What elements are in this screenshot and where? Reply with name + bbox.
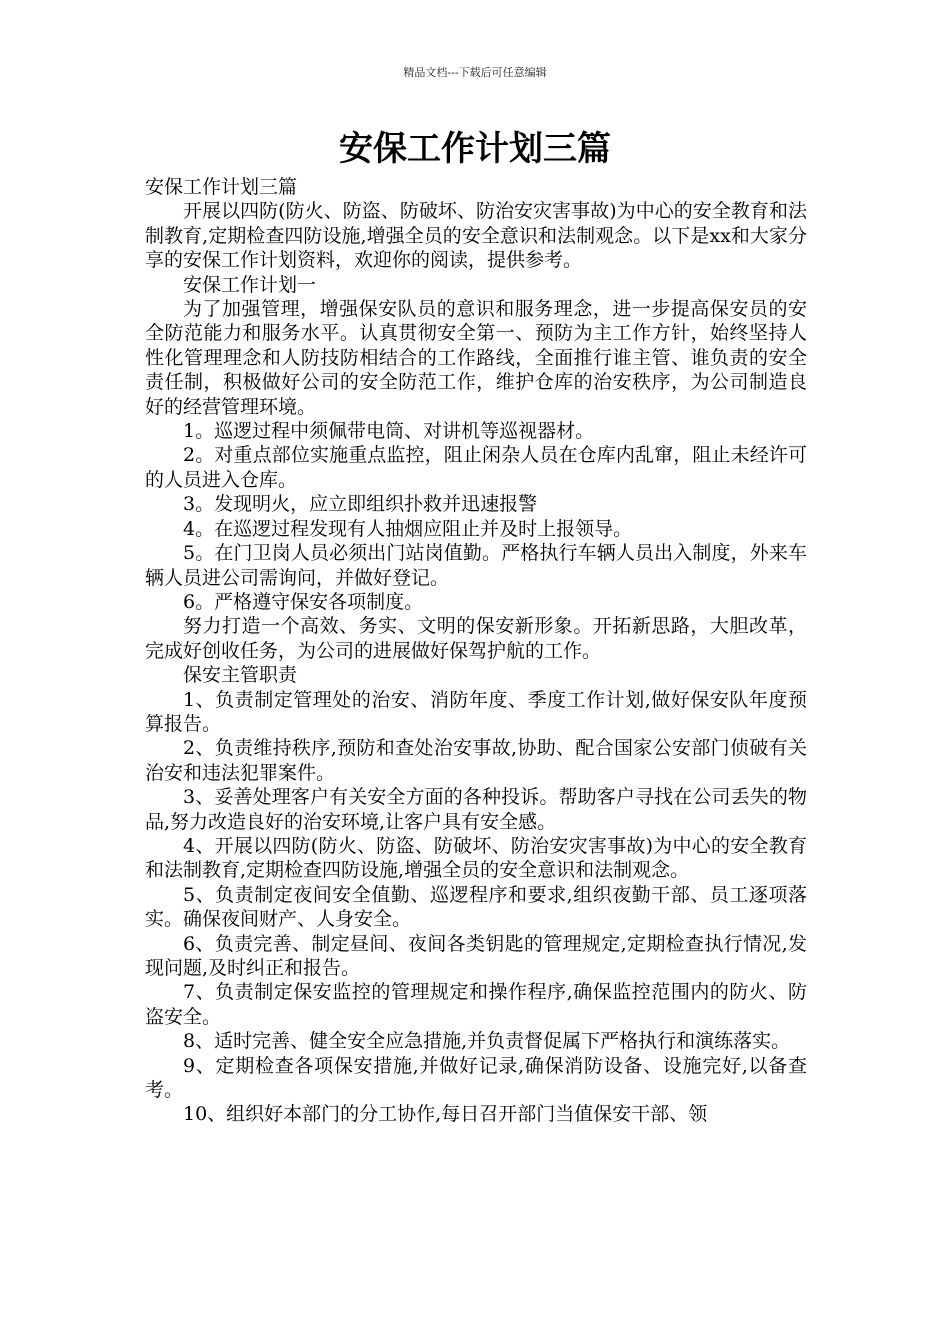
- duty-item: 1、负责制定管理处的治安、消防年度、季度工作计划,做好保安队年度预算报告。: [145, 688, 807, 735]
- list-item: 2。对重点部位实施重点监控，阻止闲杂人员在仓库内乱窜，阻止未经许可的人员进入仓库。: [145, 444, 807, 491]
- duty-item: 6、负责完善、制定昼间、夜间各类钥匙的管理规定,定期检查执行情况,发现问题,及时纠正和报告。: [145, 932, 807, 979]
- duty-item: 4、开展以四防(防火、防盗、防破坏、防治安灾害事故)为中心的安全教育和法制教育,定期检查四防设施,增强全员的安全意识和法制观念。: [145, 834, 807, 882]
- document-body: [145, 175, 807, 1127]
- duty-item: 5、负责制定夜间安全值勤、巡逻程序和要求,组织夜勤干部、员工逐项落实。确保夜间财产、人身安全。: [145, 883, 807, 931]
- duty-item: 7、负责制定保安监控的管理规定和操作程序,确保监控范围内的防火、防盗安全。: [145, 981, 807, 1028]
- list-item: 4。在巡逻过程发现有人抽烟应阻止并及时上报领导。: [183, 517, 633, 540]
- intro-paragraph: 开展以四防(防火、防盗、防破坏、防治安灾害事故)为中心的安全教育和法制教育,定期检查四防设施,增强全员的安全意识和法制观念。以下是xx和大家分享的安保工作计划资料，欢迎你的阅读，提供参考。: [145, 200, 807, 272]
- duty-item: 10、组织好本部门的分工协作,每日召开部门当值保安干部、领: [183, 1103, 708, 1126]
- summary-paragraph: 努力打造一个高效、务实、文明的保安新形象。开拓新思路，大胆改革，完成好创收任务，为公司的进展做好保驾护航的工作。: [145, 615, 807, 662]
- page-header-note: 精品文档---下载后可任意编辑: [403, 66, 547, 79]
- section-heading-plan-one: 安保工作计划一: [183, 273, 317, 296]
- list-item: 6。严格遵守保安各项制度。: [183, 590, 424, 613]
- duty-item: 3、妥善处理客户有关安全方面的各种投诉。帮助客户寻找在公司丢失的物品,努力改造良好的治安环境,让客户具有安全感。: [145, 786, 807, 833]
- section-heading-supervisor-duties: 保安主管职责: [183, 664, 298, 687]
- document-title: 安保工作计划三篇: [339, 129, 611, 169]
- duty-item: 2、负责维持秩序,预防和查处治安事故,协助、配合国家公安部门侦破有关治安和违法犯罪案件。: [145, 737, 807, 784]
- plan-one-paragraph: 为了加强管理，增强保安队员的意识和服务理念，进一步提高保安员的安全防范能力和服务水平。认真贯彻安全第一、预防为主工作方针，始终坚持人性化管理理念和人防技防相结合的工作路线，全面推行谁主管、谁负责的安全责任制，积极做好公司的安全防范工作，维护仓库的治安秩序，为公司制造良好的经营管理环境。: [145, 298, 807, 418]
- list-item: 5。在门卫岗人员必须出门站岗值勤。严格执行车辆人员出入制度，外来车辆人员进公司需询问，并做好登记。: [145, 542, 807, 589]
- list-item: 1。巡逻过程中须佩带电筒、对讲机等巡视器材。: [183, 420, 595, 443]
- duty-item: 9、定期检查各项保安措施,并做好记录,确保消防设备、设施完好,以备查考。: [145, 1054, 807, 1102]
- subtitle-paragraph: 安保工作计划三篇: [145, 176, 298, 198]
- list-item: 3。发现明火，应立即组织扑救并迅速报警: [183, 493, 538, 516]
- duty-item: 8、适时完善、健全安全应急措施,并负责督促属下严格执行和演练落实。: [183, 1030, 791, 1053]
